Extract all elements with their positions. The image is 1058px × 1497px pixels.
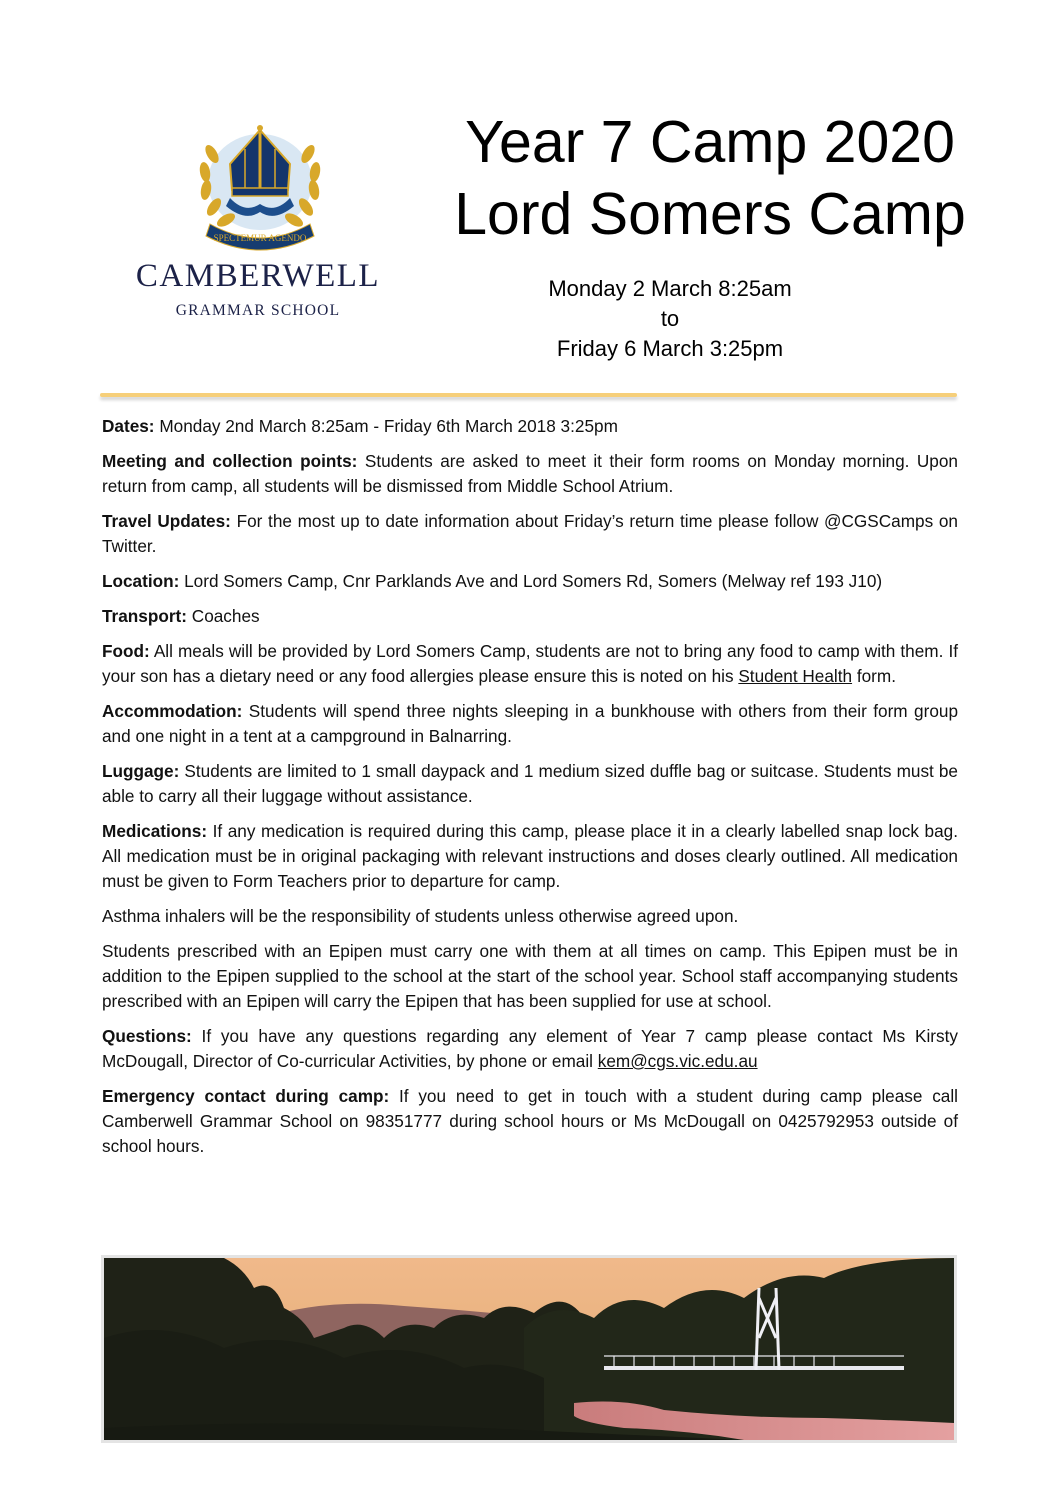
section-text: All meals will be provided by Lord Somers Camp, students are not to bring any food to camp with them. If your son has a dietary need or any food allergies please ensure this is noted on his xyxy=(102,641,958,686)
sunset-bridge-image xyxy=(104,1258,954,1440)
camp-photo xyxy=(101,1255,957,1443)
section-medications xyxy=(102,819,958,894)
section-text: If you have any questions regarding any element of Year 7 camp please contact Ms Kirsty McDougall, Director of Co-curricular Activities, by phone or email xyxy=(102,1026,958,1071)
section-text: Lord Somers Camp, Cnr Parklands Ave and Lord Somers Rd, Somers (Melway ref 193 J10) xyxy=(179,571,883,591)
school-subtitle: GRAMMAR SCHOOL xyxy=(175,302,341,319)
section-text: Students are limited to 1 small daypack and 1 medium sized duffle bag or suitcase. Students must be able to carry all their luggage without assistance. xyxy=(102,761,958,806)
section-label: Food: xyxy=(102,641,150,661)
section-text: Students are asked to meet it their form rooms on Monday morning. Upon return from camp, all students will be dismissed from Middle School Atrium. xyxy=(102,451,958,496)
header-divider xyxy=(100,393,957,397)
school-motto: SPECTEMUR AGENDO xyxy=(213,233,307,243)
section-dates xyxy=(102,414,958,439)
section-asthma xyxy=(102,904,958,929)
section-label: Medications: xyxy=(102,821,208,841)
info-content xyxy=(102,414,958,1169)
section-luggage xyxy=(102,759,958,809)
camp-dates xyxy=(470,274,870,364)
section-text: If any medication is required during this camp, please place it in a clearly labelled snap lock bag. All medication must be in original packaging with relevant instructions and doses clearly outlined. All medication must be given to Form Teachers prior to departure for camp. xyxy=(102,821,958,891)
section-text: Students will spend three nights sleeping in a bunkhouse with others from their form group and one night in a tent at a campground in Balnarring. xyxy=(102,701,958,746)
section-emergency-contact xyxy=(102,1084,958,1159)
date-separator: to xyxy=(660,306,680,331)
email-link[interactable]: kem@cgs.vic.edu.au xyxy=(597,1051,758,1071)
section-text: If you need to get in touch with a student during camp please call Camberwell Grammar School on 98351777 during school hours or Ms McDougall on 0425792953 outside of school hours. xyxy=(102,1086,959,1156)
section-travel-updates xyxy=(102,509,958,559)
section-location xyxy=(102,569,958,594)
section-epipen xyxy=(102,939,958,1014)
end-date: Friday 6 March 3:25pm xyxy=(556,336,784,361)
section-text: For the most up to date information about Friday’s return time please follow @CGSCamps on Twitter. xyxy=(102,511,958,556)
start-date: Monday 2 March 8:25am xyxy=(548,276,792,301)
section-label: Meeting and collection points: xyxy=(102,451,358,471)
section-transport xyxy=(102,604,958,629)
section-label: Dates: xyxy=(102,416,155,436)
section-text: Asthma inhalers will be the responsibility of students unless otherwise agreed upon. xyxy=(102,906,739,926)
section-questions xyxy=(102,1024,958,1074)
section-label: Emergency contact during camp: xyxy=(102,1086,390,1106)
section-label: Travel Updates: xyxy=(102,511,231,531)
title-line-1: Year 7 Camp 2020 xyxy=(465,109,955,175)
section-text-after: form. xyxy=(852,666,896,686)
school-name: CAMBERWELL xyxy=(135,258,381,294)
section-label: Questions: xyxy=(102,1026,192,1046)
school-logo xyxy=(128,120,388,330)
page-title xyxy=(420,106,1000,250)
section-label: Transport: xyxy=(102,606,187,626)
section-text: Coaches xyxy=(187,606,260,626)
title-line-2: Lord Somers Camp xyxy=(454,181,966,247)
section-accommodation xyxy=(102,699,958,749)
section-text: Students prescribed with an Epipen must carry one with them at all times on camp. This Epipen must be in addition to the Epipen supplied to the school at the start of the school year. School staff accompanying students prescribed with an Epipen will carry the Epipen that has been supplied for use at school. xyxy=(102,941,958,1011)
school-crest-icon xyxy=(190,124,330,254)
section-label: Luggage: xyxy=(102,761,180,781)
section-food xyxy=(102,639,958,689)
section-label: Accommodation: xyxy=(102,701,243,721)
section-meeting xyxy=(102,449,958,499)
section-label: Location: xyxy=(102,571,180,591)
student-health-link[interactable]: Student Health xyxy=(738,666,853,686)
section-text: Monday 2nd March 8:25am - Friday 6th March 2018 3:25pm xyxy=(154,416,618,436)
